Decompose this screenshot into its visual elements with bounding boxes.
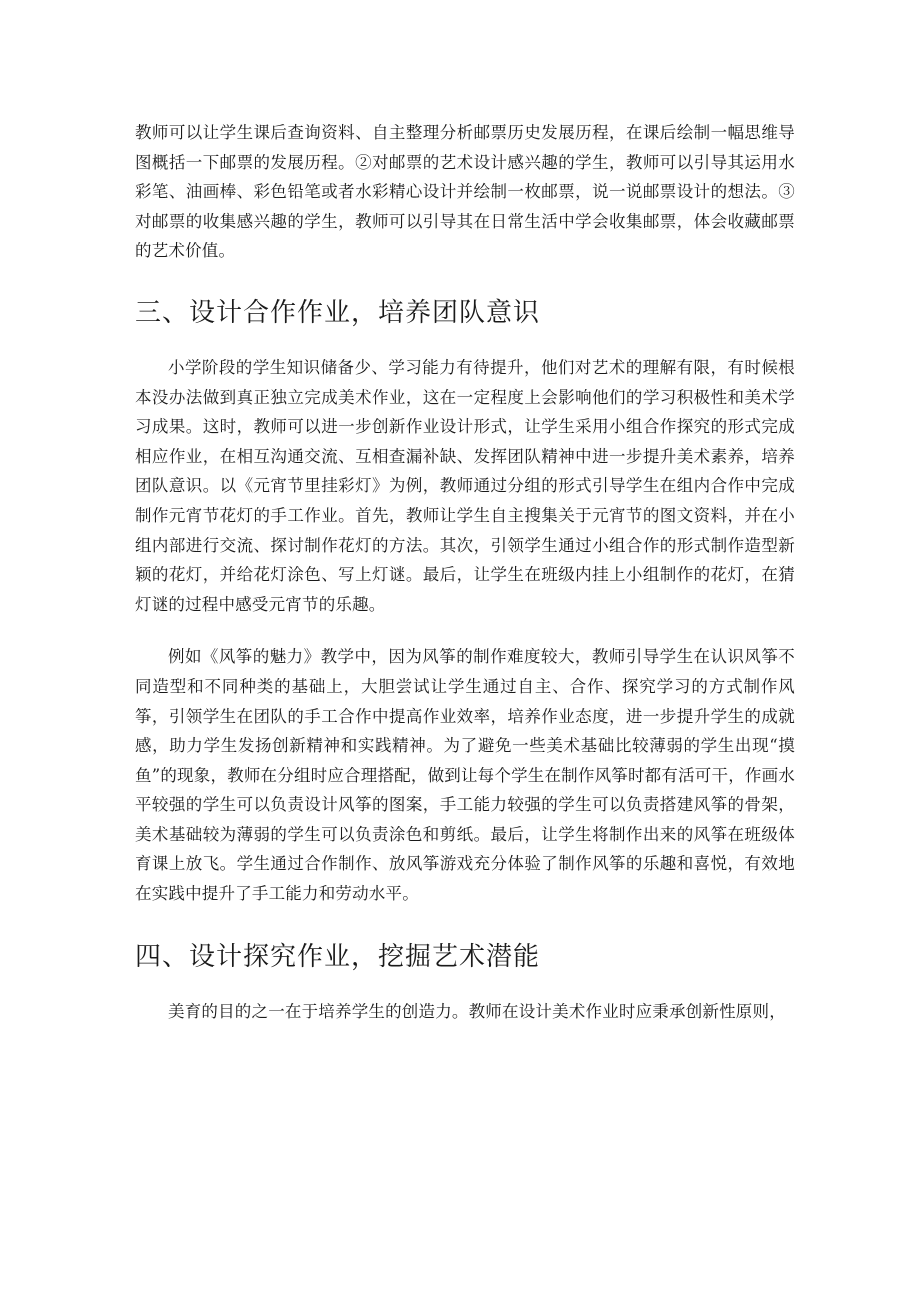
body-paragraph-cooperative-homework: 小学阶段的学生知识储备少、学习能力有待提升，他们对艺术的理解有限，有时候根本没办法做到真正独立完成美术作业，这在一定程度上会影响他们的学习积极性和美术学习成果。这时，教师可以进一步创新作业设计形式，让学生采用小组合作探究的形式完成相应作业，在相互沟通交流、互相查漏补缺、发挥团队精神中进一步提升美术素养，培养团队意识。以《元宵节里挂彩灯》为例，教师通过分组的形式引导学生在组内合作中完成制作元宵节花灯的手工作业。首先，教师让学生自主搜集关于元宵节的图文资料，并在小组内部进行交流、探讨制作花灯的方法。其次，引领学生通过小组合作的形式制作造型新颖的花灯，并给花灯涂色、写上灯谜。最后，让学生在班级内挂上小组制作的花灯，在猜灯谜的过程中感受元宵节的乐趣。	[135, 357, 795, 614]
body-paragraph-stamp-interest: 教师可以让学生课后查询资料、自主整理分析邮票历史发展历程，在课后绘制一幅思维导图概括一下邮票的发展历程。②对邮票的艺术设计感兴趣的学生，教师可以引导其运用水彩笔、油画棒、彩色铅笔或者水彩精心设计并绘制一枚邮票，说一说邮票设计的想法。③对邮票的收集感兴趣的学生，教师可以引导其在日常生活中学会收集邮票，体会收藏邮票的艺术价值。	[135, 123, 795, 261]
document-page	[135, 118, 795, 1026]
section-heading-three: 三、设计合作作业，培养团队意识	[135, 297, 541, 328]
body-paragraph-kite-example: 例如《风筝的魅力》教学中，因为风筝的制作难度较大，教师引导学生在认识风筝不同造型和不同种类的基础上，大胆尝试让学生通过自主、合作、探究学习的方式制作风筝，引领学生在团队的手工合作中提高作业效率，培养作业态度，进一步提升学生的成就感，助力学生发扬创新精神和实践精神。为了避免一些美术基础比较薄弱的学生出现“摸鱼”的现象，教师在分组时应合理搭配，做到让每个学生在制作风筝时都有活可干，作画水平较强的学生可以负责设计风筝的图案，手工能力较强的学生可以负责搭建风筝的骨架，美术基础较为薄弱的学生可以负责涂色和剪纸。最后，让学生将制作出来的风筝在班级体育课上放飞。学生通过合作制作、放风筝游戏充分体验了制作风筝的乐趣和喜悦，有效地在实践中提升了手工能力和劳动水平。	[135, 647, 795, 904]
section-heading-four: 四、设计探究作业，挖掘艺术潜能	[135, 941, 541, 972]
body-paragraph-creativity: 美育的目的之一在于培养学生的创造力。教师在设计美术作业时应秉承创新性原则，	[168, 1001, 786, 1021]
